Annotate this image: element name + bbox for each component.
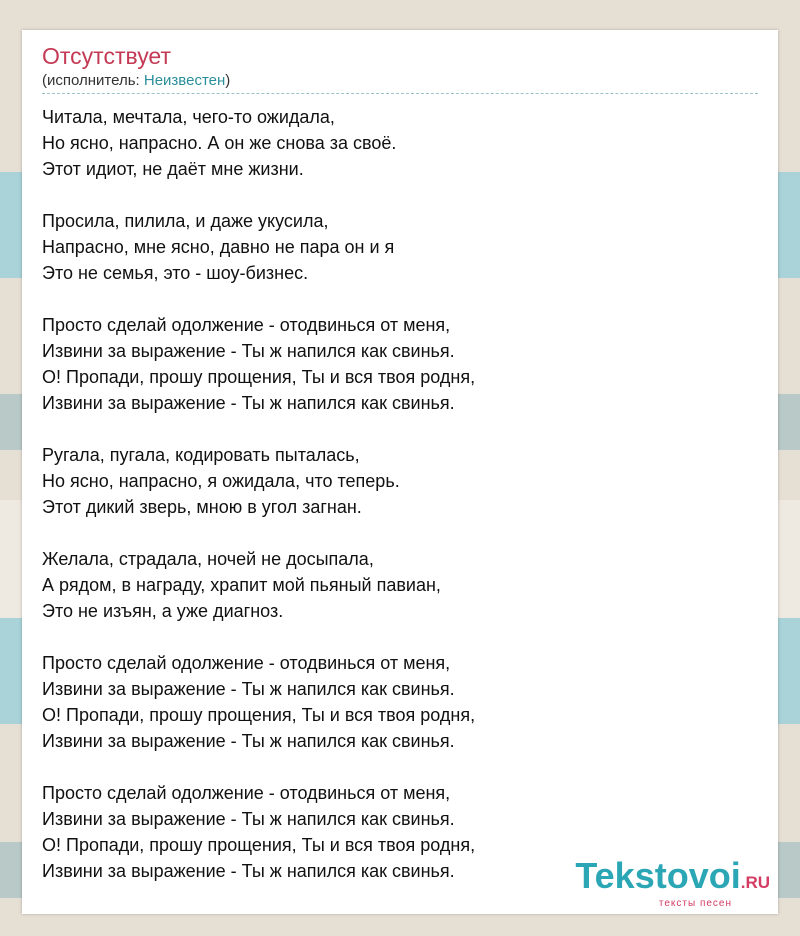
lyric-line: Это не изъян, а уже диагноз.: [42, 601, 284, 621]
artist-suffix: ): [225, 72, 231, 89]
chorus-stanza: [42, 650, 758, 754]
lyric-line: Но ясно, напрасно. А он же снова за своё.: [42, 133, 397, 153]
lyric-line: Напрасно, мне ясно, давно не пара он и я: [42, 237, 395, 257]
lyrics-body: [42, 104, 758, 910]
title-divider: [42, 93, 758, 94]
artist-line: [42, 72, 230, 90]
stanza: [42, 208, 758, 286]
logo-wordmark: [575, 857, 770, 902]
artist-link[interactable]: Неизвестен: [143, 72, 226, 89]
lyric-line: Извини за выражение - Ты ж напился как свинья.: [42, 679, 455, 699]
lyric-line: Это не семья, это - шоу-бизнес.: [42, 263, 309, 283]
lyric-line: Этот идиот, не даёт мне жизни.: [42, 159, 304, 179]
song-title: Отсутствует: [42, 43, 171, 69]
lyric-line: Ругала, пугала, кодировать пыталась,: [42, 445, 360, 465]
logo-tagline: тексты песен: [658, 898, 732, 909]
lyric-line: Извини за выражение - Ты ж напился как свинья.: [42, 731, 455, 751]
artist-prefix: (исполнитель:: [42, 72, 144, 89]
lyric-line: Извини за выражение - Ты ж напился как свинья.: [42, 809, 455, 829]
lyric-line: Желала, страдала, ночей не досыпала,: [42, 549, 374, 569]
lyric-line: Этот дикий зверь, мною в угол загнан.: [42, 497, 362, 517]
lyric-line: Просила, пилила, и даже укусила,: [42, 211, 329, 231]
lyric-line: Извини за выражение - Ты ж напился как свинья.: [42, 341, 455, 361]
lyric-line: О! Пропади, прошу прощения, Ты и вся твоя родня,: [42, 367, 476, 387]
lyric-line: О! Пропади, прошу прощения, Ты и вся твоя родня,: [42, 705, 476, 725]
stanza: [42, 546, 758, 624]
chorus-stanza: [42, 312, 758, 416]
lyric-line: Извини за выражение - Ты ж напился как свинья.: [42, 861, 455, 881]
site-logo[interactable]: [575, 857, 770, 910]
stanza: [42, 442, 758, 520]
lyric-line: А рядом, в награду, храпит мой пьяный павиан,: [42, 575, 441, 595]
stanza: [42, 104, 758, 182]
logo-tld: .RU: [740, 873, 770, 892]
lyric-line: Просто сделай одолжение - отодвинься от меня,: [42, 783, 451, 803]
lyric-line: О! Пропади, прошу прощения, Ты и вся твоя родня,: [42, 835, 476, 855]
lyric-line: Читала, мечтала, чего-то ожидала,: [42, 107, 335, 127]
lyric-line: Но ясно, напрасно, я ожидала, что теперь.: [42, 471, 400, 491]
lyric-line: Просто сделай одолжение - отодвинься от меня,: [42, 653, 451, 673]
lyric-line: Просто сделай одолжение - отодвинься от меня,: [42, 315, 451, 335]
logo-main-text: Tekstovoi: [575, 855, 741, 896]
lyrics-card: [22, 30, 778, 914]
lyric-line: Извини за выражение - Ты ж напился как свинья.: [42, 393, 455, 413]
